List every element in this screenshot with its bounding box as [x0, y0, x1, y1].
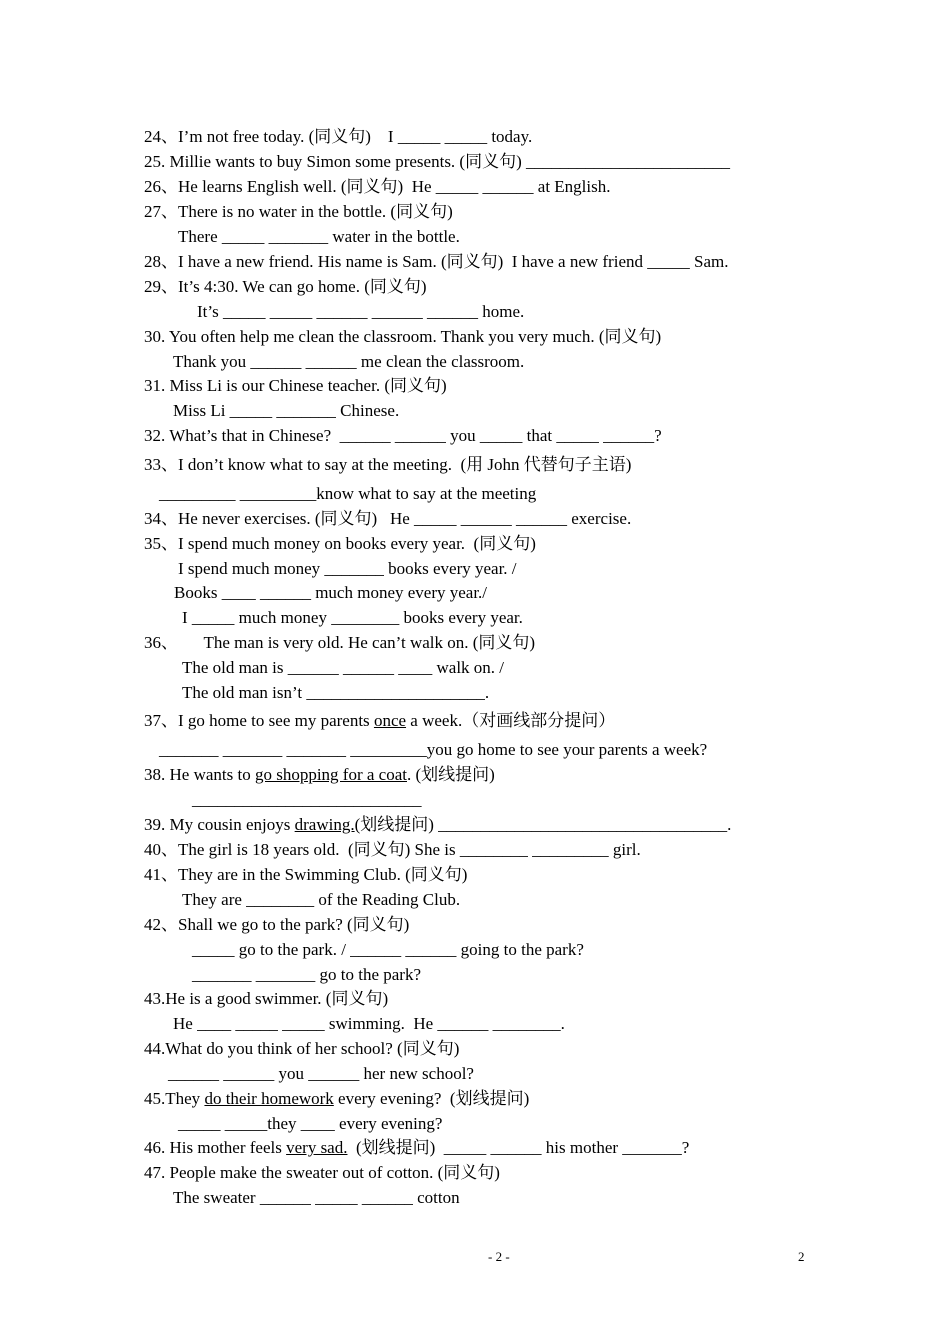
question-42: 42、Shall we go to the park? (同义句) [144, 915, 410, 934]
answer-35-a: I spend much money _______ books every year. / [178, 559, 517, 578]
question-43: 43.He is a good swimmer. (同义句) [144, 989, 389, 1008]
page-number-right: 2 [798, 1249, 805, 1264]
answer-42-a: _____ go to the park. / ______ ______ going to the park? [192, 940, 584, 959]
answer-47: The sweater ______ _____ ______ cotton [173, 1188, 460, 1207]
question-46 [144, 1138, 689, 1158]
answer-30: Thank you ______ ______ me clean the classroom. [173, 352, 525, 371]
answer-35-c: I _____ much money ________ books every year. [182, 608, 523, 627]
question-31: 31. Miss Li is our Chinese teacher. (同义句) [144, 376, 447, 395]
question-38-tail: . (划线提问) [407, 765, 495, 784]
answer-31: Miss Li _____ _______ Chinese. [173, 401, 400, 420]
answer-38: ___________________________ [192, 790, 422, 809]
answer-36-b: The old man isn’t _____________________. [182, 683, 490, 702]
question-37 [144, 711, 615, 731]
answer-35-b: Books ____ ______ much money every year./ [174, 583, 488, 602]
question-45-text: 45.They [144, 1089, 205, 1108]
answer-37: _______ _______ _______ _________you go home to see your parents a week? [159, 740, 708, 759]
question-37-tail: a week.（对画线部分提问） [406, 711, 616, 730]
question-24: 24、I’m not free today. (同义句) I _____ _____ today. [144, 127, 533, 146]
question-41: 41、They are in the Swimming Club. (同义句) [144, 865, 468, 884]
answer-33: _________ _________know what to say at the meeting [159, 484, 537, 503]
question-38-text: 38. He wants to [144, 765, 255, 784]
question-38 [144, 765, 495, 785]
answer-42-b: _______ _______ go to the park? [192, 965, 421, 984]
answer-29: It’s _____ _____ ______ ______ ______ home. [197, 302, 525, 321]
question-44: 44.What do you think of her school? (同义句) [144, 1039, 460, 1058]
underlined-once: once [373, 711, 407, 730]
question-37-text: 37、I go home to see my parents [144, 711, 374, 730]
underlined-go-shopping: go shopping for a coat [254, 765, 407, 784]
question-30: 30. You often help me clean the classroom. Thank you very much. (同义句) [144, 327, 662, 346]
question-45-tail: every evening? (划线提问) [333, 1089, 530, 1108]
question-25: 25. Millie wants to buy Simon some presents. (同义句) ________________________ [144, 152, 731, 171]
question-46-text: 46. His mother feels [144, 1138, 287, 1157]
question-35: 35、I spend much money on books every year. (同义句) [144, 534, 536, 553]
underlined-drawing: drawing. [294, 815, 355, 834]
underlined-do-their-homework: do their homework [204, 1089, 334, 1108]
answer-36-a: The old man is ______ ______ ____ walk on. / [182, 658, 505, 677]
question-46-tail: (划线提问) _____ ______ his mother _______? [347, 1138, 690, 1157]
question-39-text: 39. My cousin enjoys [144, 815, 295, 834]
answer-45: _____ _____they ____ every evening? [178, 1114, 443, 1133]
question-40: 40、The girl is 18 years old. (同义句) She is ________ _________ girl. [144, 840, 641, 859]
question-39 [144, 815, 731, 835]
answer-44: ______ ______ you ______ her new school? [168, 1064, 474, 1083]
answer-43: He ____ _____ _____ swimming. He ______ ________. [173, 1014, 565, 1033]
question-39-tail: (划线提问) __________________________________. [354, 815, 732, 834]
page-number-center: - 2 - [488, 1249, 510, 1264]
question-47: 47. People make the sweater out of cotton. (同义句) [144, 1163, 500, 1182]
answer-27: There _____ _______ water in the bottle. [178, 227, 460, 246]
answer-41: They are ________ of the Reading Club. [182, 890, 461, 909]
question-36: 36、 The man is very old. He can’t walk on. (同义句) [144, 633, 536, 652]
question-34: 34、He never exercises. (同义句) He _____ ______ ______ exercise. [144, 509, 632, 528]
question-26: 26、He learns English well. (同义句) He _____ ______ at English. [144, 177, 611, 196]
question-28: 28、I have a new friend. His name is Sam. (同义句) I have a new friend _____ Sam. [144, 252, 729, 271]
question-27: 27、There is no water in the bottle. (同义句) [144, 202, 453, 221]
question-45 [144, 1089, 529, 1109]
question-29: 29、It’s 4:30. We can go home. (同义句) [144, 277, 427, 296]
underlined-very-sad: very sad. [286, 1138, 348, 1157]
question-32: 32. What’s that in Chinese? ______ ______ you _____ that _____ ______? [144, 426, 662, 445]
question-33: 33、I don’t know what to say at the meeting. (用 John 代替句子主语) [144, 455, 632, 474]
